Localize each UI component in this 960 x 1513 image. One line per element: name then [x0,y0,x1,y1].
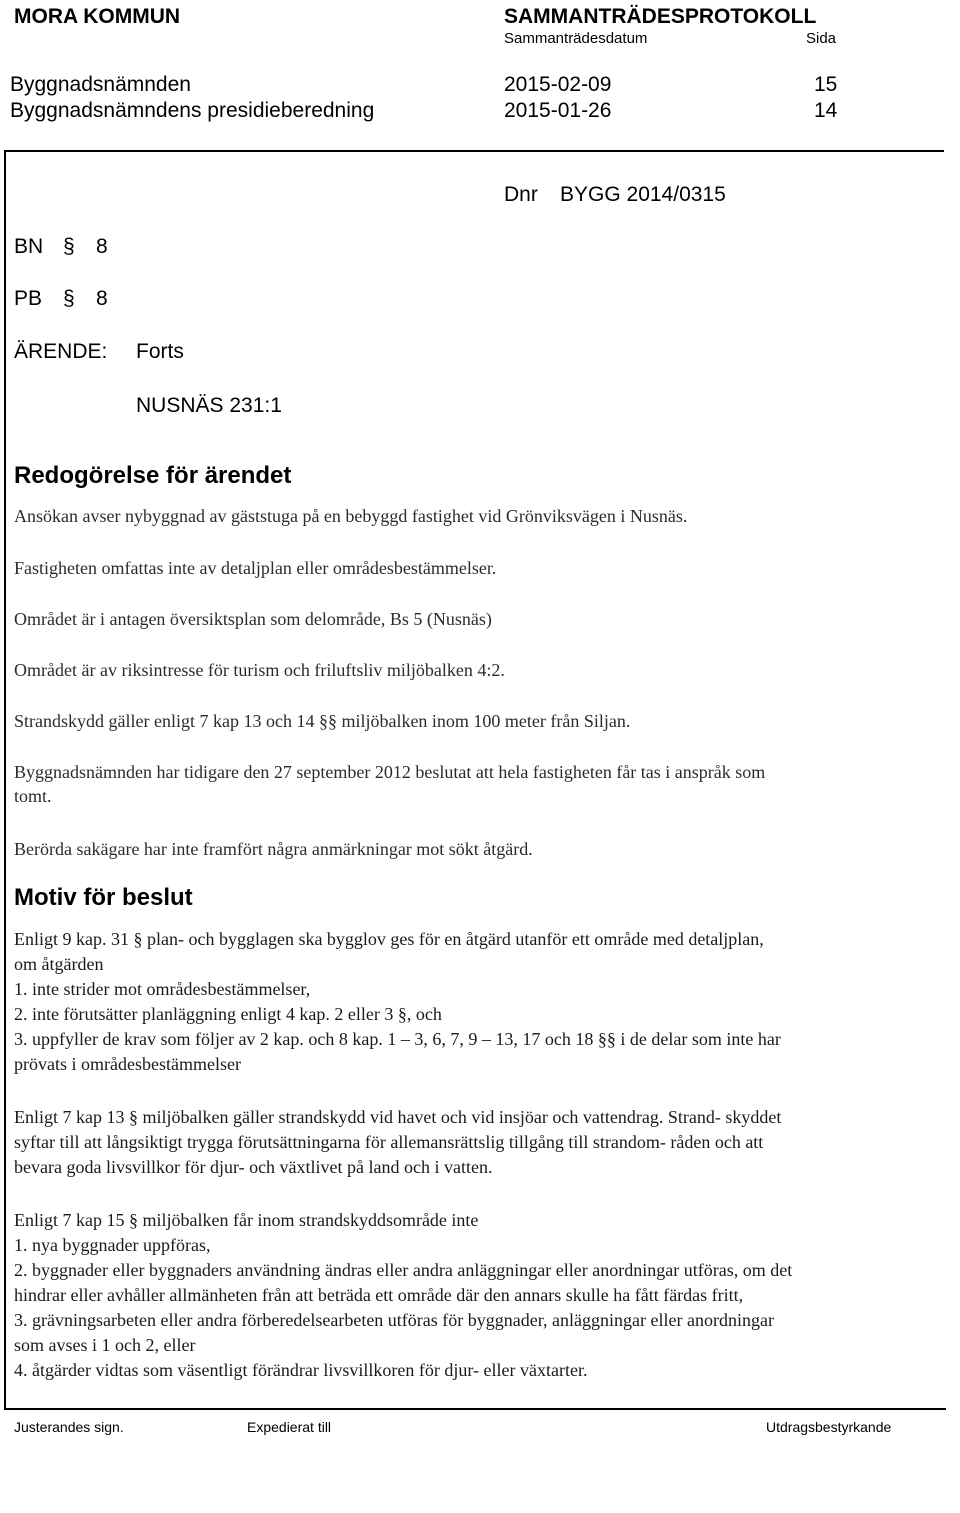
paragraph: Fastigheten omfattas inte av detaljplan eller områdesbestämmelser. [14,558,497,578]
dnr-label: Dnr [504,183,538,206]
text-line: prövats i områdesbestämmelser [14,1054,241,1074]
page-number: 15 [814,73,838,96]
meeting-date: 2015-02-09 [504,73,612,96]
legal-block-prohibitions [14,1208,949,1383]
committee-name: Byggnadsnämndens presidieberedning [10,99,375,122]
list-item: 4. åtgärder vidtas som väsentligt förändrar livsvillkoren för djur- eller växtarter. [14,1360,588,1380]
text-line: Enligt 9 kap. 31 § plan- och bygglagen ska bygglov ges för en åtgärd utanför ett område med detaljplan, [14,929,764,949]
justerandes-sign-label: Justerandes sign. [14,1419,124,1435]
section-symbol: § [63,235,75,258]
legal-block-strandskydd [14,1105,949,1180]
utdragsbestyrkande-label: Utdragsbestyrkande [766,1419,892,1435]
paragraph: Ansökan avser nybyggnad av gäststuga på en bebyggd fastighet vid Grönviksvägen i Nusnäs. [14,506,688,526]
list-item: 3. uppfyller de krav som följer av 2 kap. och 8 kap. 1 – 3, 6, 7, 9 – 13, 17 och 18 §§ i de delar som inte har [14,1029,781,1049]
text-line: som avses i 1 och 2, eller [14,1335,196,1355]
text-line: hindrar eller avhåller allmänheten från att beträda ett område där den annars skulle ha fått färdas fritt, [14,1285,744,1305]
bn-number: 8 [96,235,108,258]
meeting-date: 2015-01-26 [504,99,612,122]
dnr-value: BYGG 2014/0315 [560,183,726,206]
text-line: Enligt 7 kap 15 § miljöbalken får inom strandskyddsområde inte [14,1210,479,1230]
pb-label: PB [14,287,43,310]
paragraph: Området är av riksintresse för turism och friluftsliv miljöbalken 4:2. [14,660,505,680]
page-label: Sida [806,30,837,47]
text-line: om åtgärden [14,954,104,974]
paragraph: Området är i antagen översiktsplan som delområde, Bs 5 (Nusnäs) [14,609,492,629]
text-line: Enligt 7 kap 13 § miljöbalken gäller strandskydd vid havet och vid insjöar och vattendrag. Strand- skyddet [14,1107,782,1127]
list-item: 1. nya byggnader uppföras, [14,1235,211,1255]
frame-left-rule [4,150,6,1408]
arende-label: ÄRENDE: [14,340,108,363]
arende-value: Forts [136,340,184,363]
list-item: 2. inte förutsätter planläggning enligt 4 kap. 2 eller 3 §, och [14,1004,442,1024]
section-heading: Motiv för beslut [14,884,193,911]
paragraph: Strandskydd gäller enligt 7 kap 13 och 14 §§ miljöbalken inom 100 meter från Siljan. [14,711,631,731]
text-line: bevara goda livsvillkor för djur- och växtlivet på land och i vatten. [14,1157,493,1177]
section-symbol: § [63,287,75,310]
property-designation: NUSNÄS 231:1 [136,394,282,417]
doc-type: SAMMANTRÄDESPROTOKOLL [504,5,817,28]
legal-block-pbl [14,927,949,1077]
date-label: Sammanträdesdatum [504,30,648,47]
paragraph-continuation: tomt. [14,786,52,806]
org-name: MORA KOMMUN [14,5,181,28]
footer-rule [4,1408,946,1410]
paragraph: Byggnadsnämnden har tidigare den 27 september 2012 beslutat att hela fastigheten får tas i anspråk som [14,762,766,782]
committee-name: Byggnadsnämnden [10,73,191,96]
bn-label: BN [14,235,44,258]
list-item: 3. grävningsarbeten eller andra förberedelsearbeten utföras för byggnader, anläggningar eller anordningar [14,1310,774,1330]
paragraph: Berörda sakägare har inte framfört några anmärkningar mot sökt åtgärd. [14,839,533,859]
section-heading: Redogörelse för ärendet [14,462,292,489]
text-line: syftar till att långsiktigt trygga förutsättningarna för allemansrättslig tillgång till strandom- råden och att [14,1132,764,1152]
frame-top-rule [4,150,944,152]
pb-number: 8 [96,287,108,310]
list-item: 2. byggnader eller byggnaders användning ändras eller andra anläggningar eller anordningar utföras, om det [14,1260,793,1280]
list-item: 1. inte strider mot områdesbestämmelser, [14,979,311,999]
expedierat-till-label: Expedierat till [247,1419,332,1435]
page-number: 14 [814,99,838,122]
